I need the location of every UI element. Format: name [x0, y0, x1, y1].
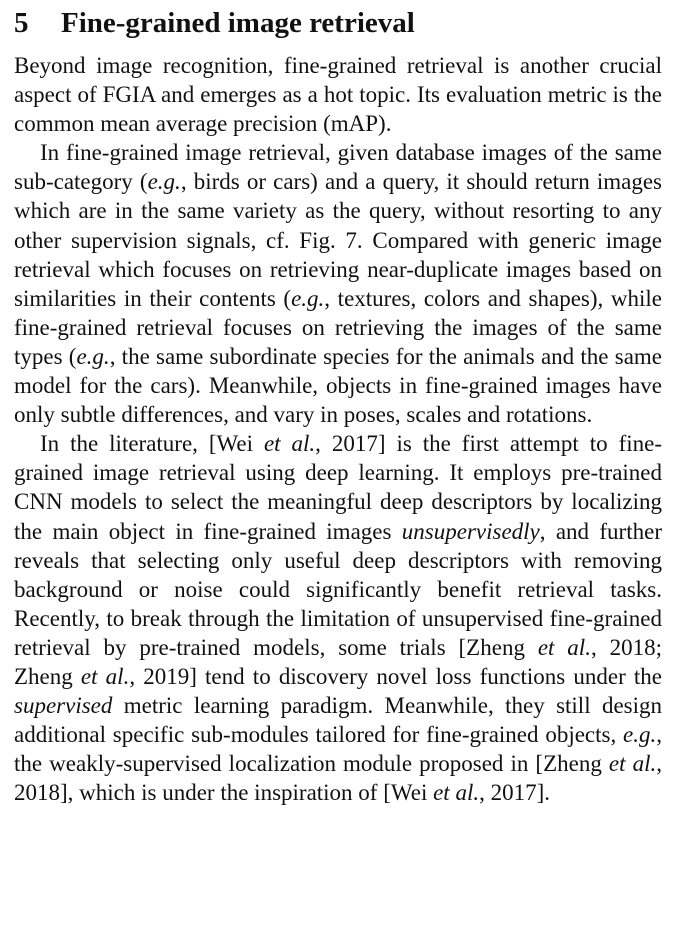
- italic-text: e.g.: [291, 285, 325, 311]
- text-run: In the literature, [Wei: [40, 431, 264, 457]
- text-run: In fine-grained image retrieval, given database images of the same sub-category (: [14, 140, 662, 195]
- section-heading: [14, 5, 662, 41]
- italic-text: et al.: [608, 751, 657, 777]
- italic-text: et al.: [433, 780, 480, 806]
- text-run: , the weakly-supervised localization module proposed in [Zheng: [14, 722, 662, 777]
- italic-text: et al.: [80, 663, 130, 689]
- text-run: , 2019] tend to discovery novel loss functions under the: [129, 663, 662, 689]
- italic-text: supervised: [14, 693, 113, 719]
- body-paragraph: [14, 138, 662, 429]
- italic-text: et al.: [537, 634, 591, 660]
- text-run: , 2018], which is under the inspiration of [Wei: [14, 751, 662, 806]
- text-run: , textures, colors and shapes), while fine-grained retrieval focuses on retrieving the images of the same types (: [14, 285, 662, 369]
- body-paragraph: [14, 51, 662, 138]
- text-run: , the same subordinate species for the animals and the same model for the cars). Meanwhile, objects in fine-grained images have only subtle differences, and vary in poses, scales and rotations.: [14, 343, 662, 428]
- section-title: Fine-grained image retrieval: [61, 7, 415, 39]
- italic-text: unsupervisedly: [401, 518, 540, 544]
- italic-text: et al.: [263, 431, 316, 457]
- body-paragraph: [14, 429, 662, 807]
- italic-text: e.g.: [76, 343, 110, 369]
- text-run: , 2017] is the first attempt to fine-grained image retrieval using deep learning. It employs pre-trained CNN models to select the meaningful deep descriptors by localizing the main object in fine-grained images: [14, 431, 663, 544]
- text-run: metric learning paradigm. Meanwhile, they still design additional specific sub-modules tailored for fine-grained objects,: [14, 693, 662, 748]
- section-number: 5: [14, 7, 29, 39]
- text-run: , 2017].: [479, 780, 551, 806]
- italic-text: e.g.: [147, 169, 181, 195]
- section-body: [14, 51, 662, 807]
- text-run: , and further reveals that selecting only useful deep descriptors with removing background or noise could significantly benefit retrieval tasks. Recently, to break through the limitation of unsupervised fine-grained retrieval by pre-trained models, some trials [Zheng: [14, 518, 662, 660]
- italic-text: e.g.: [623, 722, 657, 748]
- text-run: , birds or cars) and a query, it should return images which are in the same variety as the query, without resorting to any other supervision signals, cf. Fig. 7. Compared with generic image retrieval which focuses on retrieving near-duplicate images based on similarities in their contents (: [14, 169, 662, 311]
- text-run: , 2018; Zheng: [14, 634, 662, 689]
- text-run: Beyond image recognition, fine-grained retrieval is another crucial aspect of FGIA and emerges as a hot topic. Its evaluation metric is the common mean average precision (mAP).: [14, 53, 662, 137]
